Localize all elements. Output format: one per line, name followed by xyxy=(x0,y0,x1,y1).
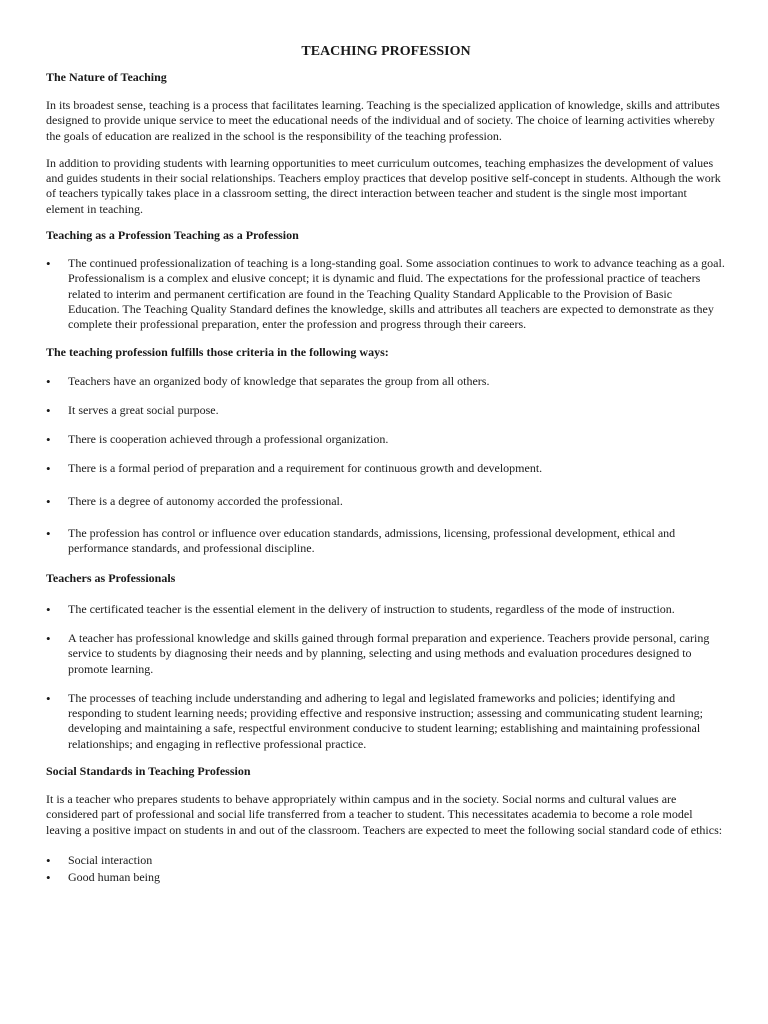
section-heading-criteria: The teaching profession fulfills those criteria in the following ways: xyxy=(46,344,389,359)
section-heading-professionals: Teachers as Professionals xyxy=(46,570,176,585)
document-page xyxy=(46,44,726,888)
paragraph: In its broadest sense, teaching is a process that facilitates learning. Teaching is the specialized application of knowledge, skills and attributes designed to provide unique service to meet the educational needs of the individual and of society. The choice of learning activities whereby the goals of education are realized in the school is the responsibility of the teaching profession. xyxy=(46,98,720,143)
list-item: • The continued professionalization of teaching is a long-standing goal. Some association continues to work to advance teaching as a goal. Professionalism is a complex and elusive concept; it is dynamic and fluid. The expectations for the professional practice of teachers related to interim and permanent certification are found in the Teaching Quality Standard Applicable to the Provision of Basic Education. The Teaching Quality Standard defines the knowledge, skills and attributes all teachers are expected to demonstrate as they complete their professional preparation, enter the profession and progress through their careers. xyxy=(46,256,726,332)
section-heading-profession: Teaching as a Profession Teaching as a Profession xyxy=(46,228,299,243)
list-item: • The profession has control or influence over education standards, admissions, licensing, professional development, ethical and performance standards, and professional discipline. xyxy=(46,526,726,557)
list-item: • There is cooperation achieved through a professional organization. xyxy=(46,432,726,447)
list-item: • A teacher has professional knowledge and skills gained through formal preparation and experience. Teachers provide personal, caring service to students by diagnosing their needs and by planning, selecting and using methods and evaluation procedures designed to promote learning. xyxy=(46,631,726,677)
list-item: • Good human being xyxy=(46,870,726,885)
section-heading-social-standards: Social Standards in Teaching Profession xyxy=(46,764,251,779)
section-heading-nature: The Nature of Teaching xyxy=(46,70,167,84)
document-title: TEACHING PROFESSION xyxy=(301,44,471,59)
paragraph: In addition to providing students with learning opportunities to meet curriculum outcomes, teaching emphasizes the development of values and guides students in their social relationships. Teachers employ practices that develop positive self-concept in students. Although the work of teachers typically takes place in a classroom setting, the direct interaction between teacher and student is the single most important element in teaching. xyxy=(46,155,721,216)
bullet-list xyxy=(46,256,726,332)
list-item: • There is a formal period of preparation and a requirement for continuous growth and development. xyxy=(46,461,726,476)
list-item: • The certificated teacher is the essential element in the delivery of instruction to students, regardless of the mode of instruction. xyxy=(46,602,726,617)
list-item: • Teachers have an organized body of knowledge that separates the group from all others. xyxy=(46,374,726,389)
list-item: • It serves a great social purpose. xyxy=(46,403,726,418)
list-item: • The processes of teaching include understanding and adhering to legal and legislated frameworks and policies; identifying and responding to student learning needs; providing effective and responsive instruction; assessing and communicating student learning; developing and maintaining a safe, respectful environment conducive to student learning; establishing and maintaining professional relationships; and engaging in reflective professional practice. xyxy=(46,691,726,752)
list-item: • There is a degree of autonomy accorded the professional. xyxy=(46,494,726,509)
list-item: • Social interaction xyxy=(46,853,726,868)
bullet-list xyxy=(46,853,726,886)
paragraph: It is a teacher who prepares students to behave appropriately within campus and in the society. Social norms and cultural values are considered part of professional and social life transferred from a teacher to student. This necessitates academia to become a role model leaving a positive impact on students in and out of the classroom. Teachers are expected to meet the following social standard code of ethics: xyxy=(46,792,723,837)
bullet-list xyxy=(46,602,726,752)
bullet-list xyxy=(46,374,726,557)
